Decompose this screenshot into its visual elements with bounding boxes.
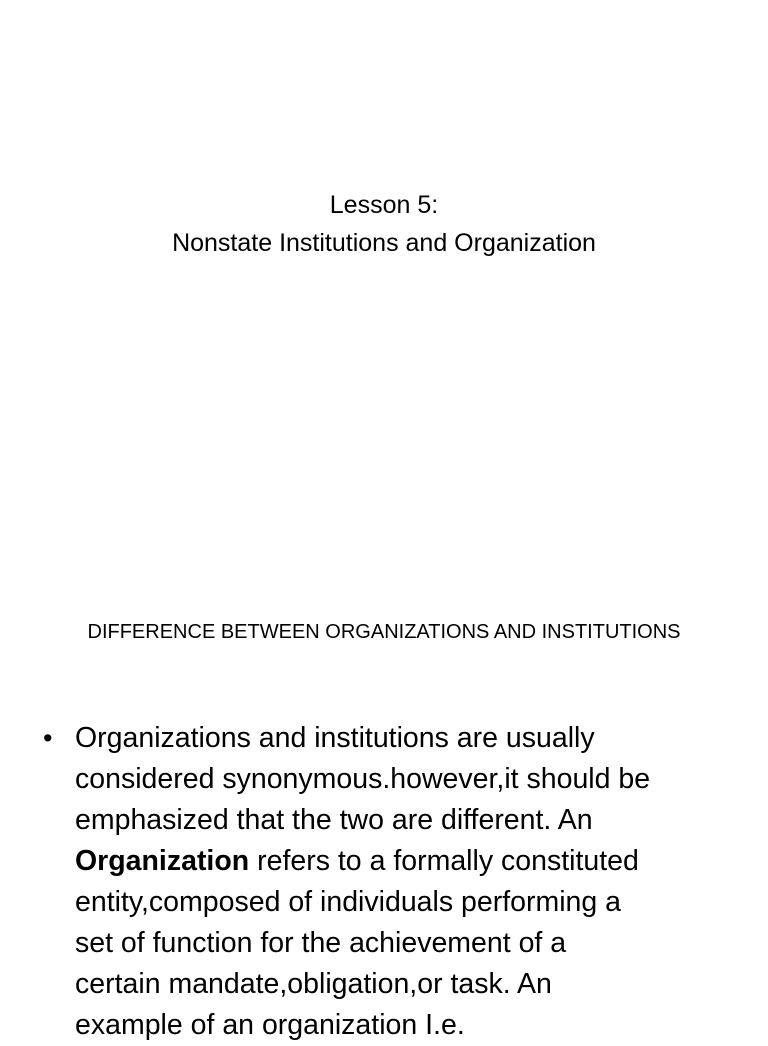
slide-title <box>0 186 768 262</box>
paragraph-line: set of function for the achievement of a <box>75 927 567 959</box>
paragraph-line: emphasized that the two are different. An <box>75 804 593 836</box>
section-heading: DIFFERENCE BETWEEN ORGANIZATIONS AND INSTITUTIONS <box>87 621 681 643</box>
bullet-paragraph <box>75 718 755 1046</box>
paragraph-line: entity,composed of individuals performing a <box>75 886 622 918</box>
bullet-marker: • <box>43 723 53 753</box>
lesson-title: Nonstate Institutions and Organization <box>172 229 596 257</box>
paragraph-line-with-term <box>75 841 755 882</box>
paragraph-line: refers to a formally constituted <box>257 845 639 877</box>
bold-term: Organization <box>75 845 250 877</box>
paragraph-line: Organizations and institutions are usually <box>75 722 595 754</box>
paragraph-line: considered synonymous.however,it should be <box>75 763 651 795</box>
bullet-list <box>0 718 768 1041</box>
paragraph-line: example of an organization I.e. <box>75 1009 465 1041</box>
lesson-number: Lesson 5: <box>329 191 439 219</box>
paragraph-line: certain mandate,obligation,or task. An <box>75 968 552 1000</box>
